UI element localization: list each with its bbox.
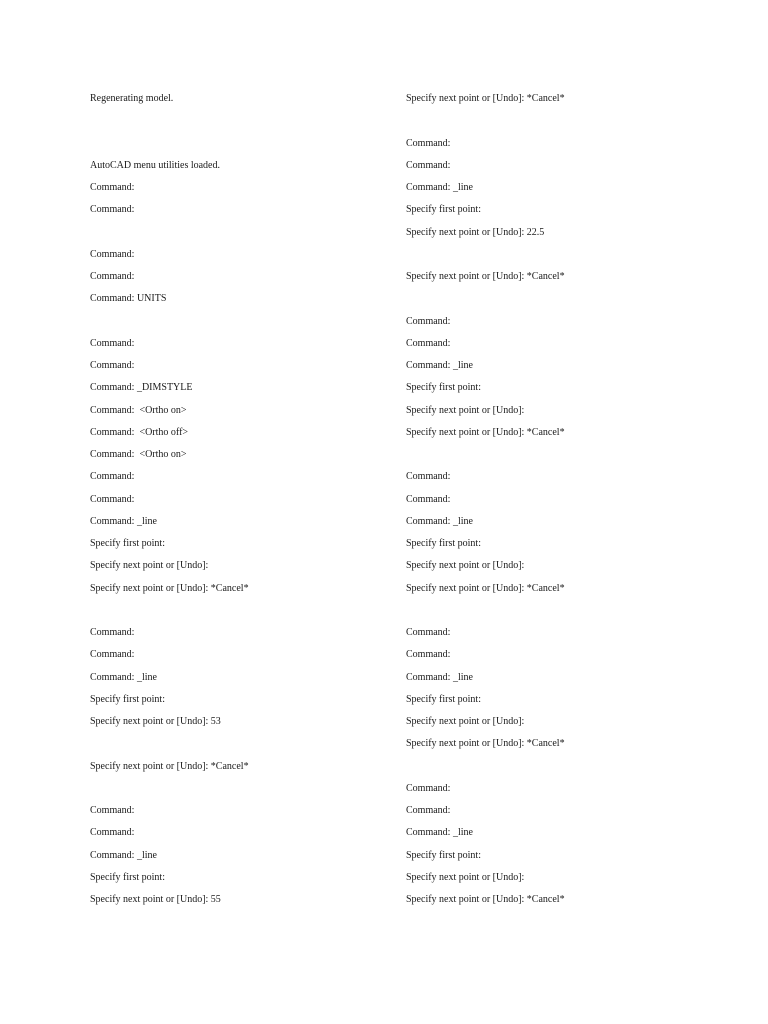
- command-log-line: Specify first point:: [406, 849, 481, 861]
- command-log-line: [90, 226, 380, 248]
- command-log-line: Command: _line: [90, 849, 157, 861]
- command-log-line: [90, 782, 380, 804]
- command-log-line: Specify first point:: [90, 693, 165, 705]
- command-log-line: Specify first point:: [406, 204, 481, 216]
- command-log-line: Command:: [90, 493, 135, 505]
- command-log-line: [406, 114, 706, 136]
- command-log-line: AutoCAD menu utilities loaded.: [90, 159, 220, 171]
- command-log-line: Command:: [406, 337, 451, 349]
- command-log-line: Command:: [90, 471, 135, 483]
- command-log-line: Command:: [90, 271, 135, 282]
- command-log-line: Command: _line: [90, 671, 157, 683]
- command-log-line: Command:: [406, 159, 451, 171]
- command-log-line: [406, 448, 706, 470]
- command-log-line: Specify first point:: [406, 538, 481, 549]
- command-log-line: Specify next point or [Undo]: *Cancel*: [406, 894, 565, 905]
- command-log-line: Specify next point or [Undo]:: [406, 404, 525, 416]
- command-log-line: Command:: [90, 204, 135, 216]
- command-log-line: Command:: [90, 805, 135, 816]
- command-log-line: Command:: [90, 627, 135, 638]
- command-log-line: Specify next point or [Undo]: *Cancel*: [406, 426, 565, 438]
- command-log-line: Command:: [406, 805, 451, 816]
- command-log-line: Specify next point or [Undo]:: [406, 871, 525, 883]
- command-log-line: Specify first point:: [90, 871, 165, 883]
- command-log-line: [406, 604, 706, 626]
- command-log-line: Command:: [406, 315, 451, 327]
- command-log-line: [406, 760, 706, 782]
- command-log-line: Specify next point or [Undo]: 55: [90, 894, 221, 905]
- command-log-line: Specify first point:: [90, 538, 165, 549]
- command-log-line: Specify next point or [Undo]: *Cancel*: [406, 271, 565, 282]
- command-log-line: Specify next point or [Undo]: 22.5: [406, 226, 545, 238]
- command-log-right-column: [406, 92, 706, 915]
- command-log-line: Command:: [90, 337, 135, 349]
- command-log-line: [90, 137, 380, 159]
- command-log-line: [406, 248, 706, 270]
- command-log-line: Command:: [90, 182, 135, 193]
- command-log-line: Specify next point or [Undo]: *Cancel*: [90, 760, 249, 772]
- command-log-line: Specify next point or [Undo]:: [406, 716, 525, 727]
- command-log-line: Command:: [406, 627, 451, 638]
- command-log-line: Specify first point:: [406, 693, 481, 705]
- command-log-line: Specify next point or [Undo]: *Cancel*: [90, 582, 249, 594]
- command-log-line: Specify next point or [Undo]: *Cancel*: [406, 582, 565, 594]
- command-log-line: Specify next point or [Undo]: *Cancel*: [406, 93, 565, 104]
- command-log-line: Command:: [406, 782, 451, 794]
- command-log-line: Specify next point or [Undo]: 53: [90, 716, 221, 727]
- command-log-line: [90, 604, 380, 626]
- command-log-line: Command: _line: [90, 515, 157, 527]
- command-log-line: Command: _line: [406, 515, 473, 527]
- command-log-line: Command: _line: [406, 827, 473, 839]
- command-log-line: Command:: [406, 137, 451, 149]
- command-log-line: Command: _DIMSTYLE: [90, 382, 193, 394]
- command-log-line: Specify next point or [Undo]: *Cancel*: [406, 738, 565, 750]
- command-log-line: Specify next point or [Undo]:: [90, 560, 209, 572]
- command-log-line: Specify first point:: [406, 382, 481, 394]
- command-log-line: [90, 114, 380, 136]
- command-log-line: [90, 315, 380, 337]
- command-log-line: Command:: [90, 827, 135, 839]
- command-log-line: Command:: [406, 649, 451, 661]
- command-log-line: [406, 292, 706, 314]
- command-log-line: Command: <Ortho off>: [90, 426, 189, 438]
- command-log-line: Regenerating model.: [90, 93, 174, 104]
- command-log-line: Command:: [406, 471, 451, 483]
- command-log-line: Command:: [90, 649, 135, 661]
- command-log-line: Command:: [406, 493, 451, 505]
- command-log-line: Command:: [90, 248, 135, 260]
- command-log-line: Command: <Ortho on>: [90, 449, 187, 460]
- command-log-line: Command: _line: [406, 671, 473, 683]
- command-log-line: Command: <Ortho on>: [90, 404, 187, 416]
- command-log-line: Command:: [90, 360, 135, 371]
- command-log-line: Specify next point or [Undo]:: [406, 560, 525, 572]
- command-log-line: Command: UNITS: [90, 293, 167, 305]
- command-log-line: [90, 737, 380, 759]
- command-log-line: Command: _line: [406, 360, 473, 371]
- command-log-left-column: [90, 92, 380, 915]
- command-log-line: Command: _line: [406, 182, 473, 193]
